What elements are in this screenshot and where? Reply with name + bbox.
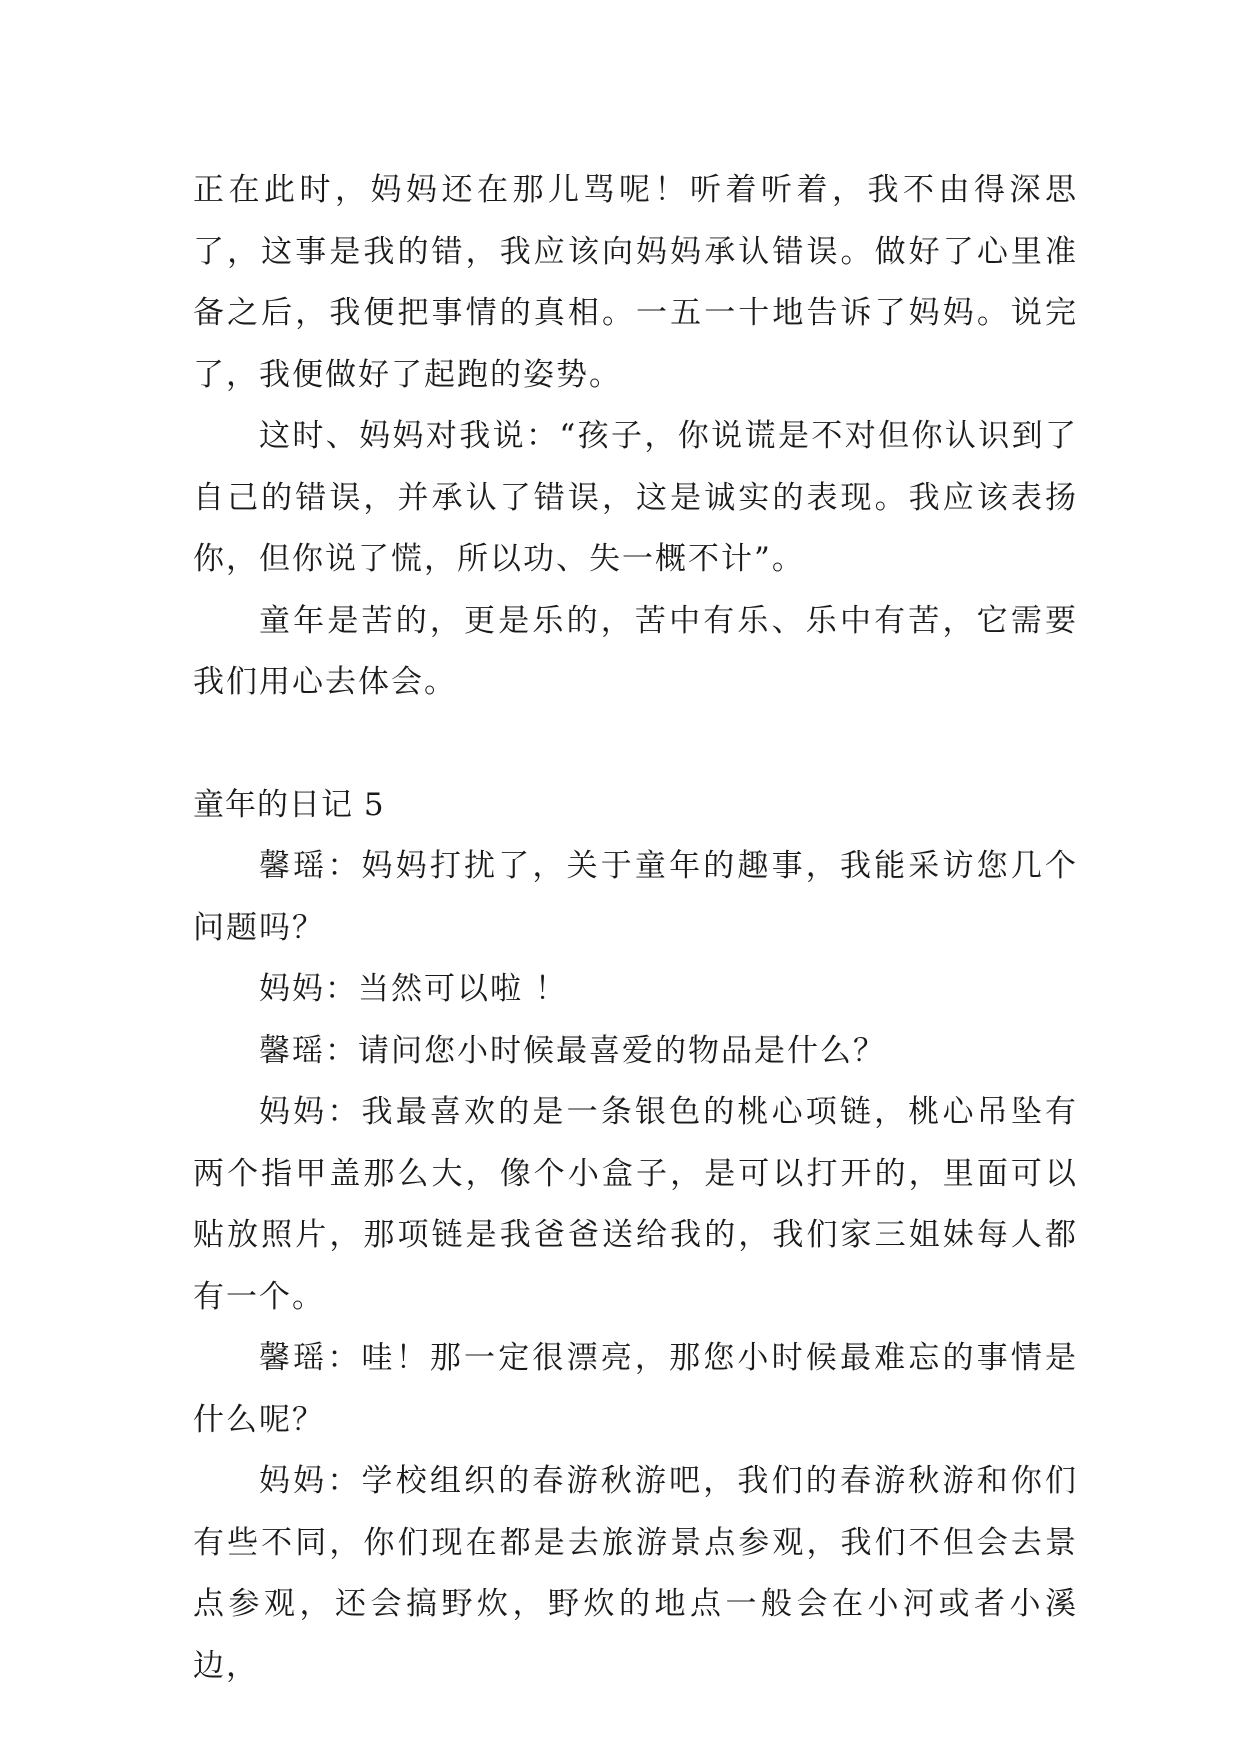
paragraph: 妈妈：我最喜欢的是一条银色的桃心项链，桃心吊坠有两个指甲盖那么大，像个小盒子，是可以打开的，里面可以贴放照片，那项链是我爸爸送给我的，我们家三姐妹每人都有一个。 xyxy=(193,1094,1078,1315)
paragraph: 馨瑶：妈妈打扰了，关于童年的趣事，我能采访您几个问题吗？ xyxy=(193,848,1078,946)
paragraph: 正在此时，妈妈还在那儿骂呢！听着听着，我不由得深思了，这事是我的错，我应该向妈妈承认错误。做好了心里准备之后，我便把事情的真相。一五一十地告诉了妈妈。说完了，我便做好了起跑的姿势。 xyxy=(193,172,1078,393)
document-body xyxy=(193,160,1078,1697)
paragraph: 童年是苦的，更是乐的，苦中有乐、乐中有苦，它需要我们用心去体会。 xyxy=(193,602,1078,700)
paragraph: 这时、妈妈对我说：“孩子，你说谎是不对但你认识到了自己的错误，并承认了错误，这是诚实的表现。我应该表扬你，但你说了慌，所以功、失一概不计”。 xyxy=(193,418,1078,577)
section-title: 童年的日记 5 xyxy=(193,786,385,823)
paragraph: 妈妈：当然可以啦 ！ xyxy=(259,971,568,1007)
paragraph: 馨瑶：哇！那一定很漂亮，那您小时候最难忘的事情是什么呢？ xyxy=(193,1340,1078,1438)
paragraph: 妈妈：学校组织的春游秋游吧，我们的春游秋游和你们有些不同，你们现在都是去旅游景点参观，我们不但会去景点参观，还会搞野炊，野炊的地点一般会在小河或者小溪边， xyxy=(193,1463,1078,1684)
paragraph: 馨瑶：请问您小时候最喜爱的物品是什么？ xyxy=(259,1032,886,1069)
